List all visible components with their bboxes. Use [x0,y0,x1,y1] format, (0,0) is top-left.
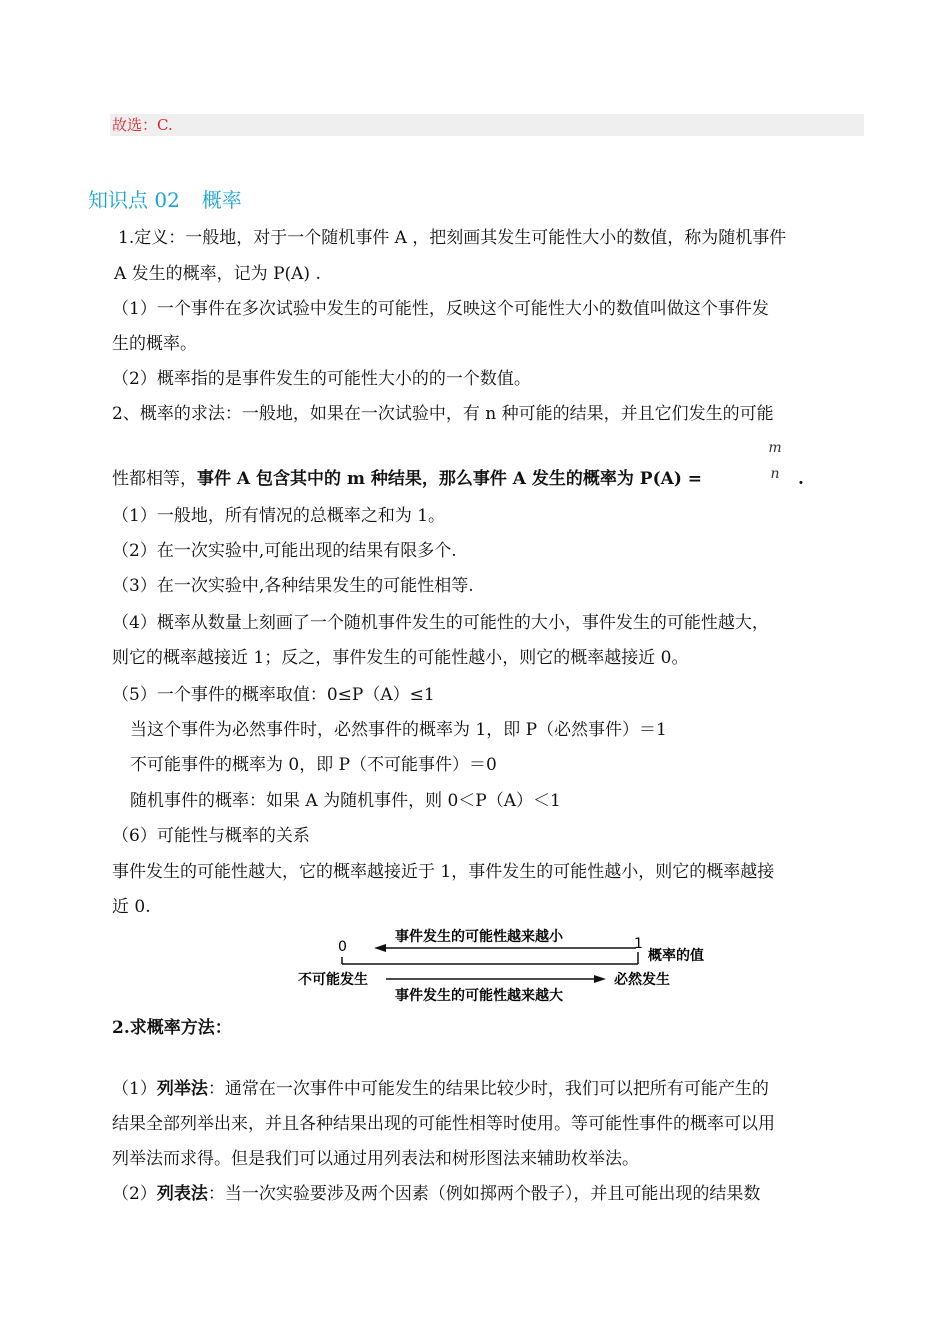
probability-scale-diagram [290,924,730,1008]
rule-4-line-2: 则它的概率越接近 1；反之，事件发生的可能性越小，则它的概率越接近 0。 [112,648,689,668]
heading-title: 概率 [201,188,242,212]
method-line-1: 2、概率的求法：一般地，如果在一次试验中，有 n 种可能的结果，并且它们发生的可能 [112,404,774,424]
table-method-line [112,1182,760,1206]
answer-text: 故选：C. [112,116,173,134]
rule-5-impossible: 不可能事件的概率为 0，即 P（不可能事件）＝0 [130,755,497,775]
certain-label: 必然发生 [614,972,670,988]
enumeration-term: 列举法 [156,1079,208,1099]
point-1-line-2: 生的概率。 [112,334,197,354]
enumeration-line-1 [112,1077,769,1101]
probability-value-label: 概率的值 [648,948,704,964]
rule-5-certain: 当这个事件为必然事件时，必然事件的概率为 1，即 P（必然事件）＝1 [130,720,667,740]
rule-5-random: 随机事件的概率：如果 A 为随机事件，则 0＜P（A）＜1 [130,791,561,811]
relation-line-2: 近 0. [112,897,151,917]
table-method-text: ：当一次实验要涉及两个因素（例如掷两个骰子），并且可能出现的结果数 [207,1184,761,1204]
rule-3: （3）在一次实验中,各种结果发生的可能性相等. [112,576,474,596]
fraction-numerator: m [768,440,782,456]
impossible-label: 不可能发生 [298,972,368,988]
enumeration-text: ：通常在一次事件中可能发生的结果比较少时，我们可以把所有可能产生的 [207,1079,769,1099]
relation-line-1: 事件发生的可能性越大，它的概率越接近于 1，事件发生的可能性越小，则它的概率越接 [112,862,775,882]
definition-line-1: 1.定义：一般地，对于一个随机事件 A ，把刻画其发生可能性大小的数值，称为随机事件 [118,228,787,248]
rule-4-line-1: （4）概率从数量上刻画了一个随机事件发生的可能性的大小，事件发生的可能性越大， [112,613,769,633]
enumeration-line-2: 结果全部列举出来，并且各种结果出现的可能性相等时使用。等可能性事件的概率可以用 [112,1114,775,1134]
rule-5: （5）一个事件的概率取值：0≤P（A）≤1 [112,685,435,705]
increasing-label: 事件发生的可能性越来越大 [395,988,563,1004]
rule-6: （6）可能性与概率的关系 [112,826,310,846]
rule-2: （2）在一次实验中,可能出现的结果有限多个. [112,541,457,561]
rule-1: （1）一般地，所有情况的总概率之和为 1。 [112,506,446,526]
scale-zero: 0 [338,939,347,955]
answer-highlight-bar [110,114,864,136]
enumeration-number: （1） [112,1079,157,1099]
method-line-2 [112,467,702,491]
definition-line-2: A 发生的概率，记为 P(A) . [114,264,321,284]
decreasing-arrowhead [374,944,386,952]
heading-prefix: 知识点 02 [88,188,180,212]
method-line-2-start: 性都相等， [112,469,197,489]
increasing-arrowhead [594,975,606,983]
section-heading [88,186,242,214]
method-line-2-bold: 事件 A 包含其中的 m 种结果，那么事件 A 发生的概率为 P(A) = [197,469,703,489]
point-1-line-1: （1）一个事件在多次试验中发生的可能性，反映这个可能性大小的数值叫做这个事件发 [112,299,769,319]
table-method-number: （2） [112,1184,157,1204]
decreasing-label: 事件发生的可能性越来越小 [395,929,563,945]
methods-heading: 2.求概率方法： [112,1018,232,1038]
point-2-line: （2）概率指的是事件发生的可能性大小的的一个数值。 [112,369,531,389]
fraction-denominator: n [770,466,780,482]
enumeration-line-3: 列举法而求得。但是我们可以通过用列表法和树形图法来辅助枚举法。 [112,1149,639,1169]
scale-one: 1 [634,936,643,952]
method-line-2-end: . [798,469,804,489]
table-method-term: 列表法 [156,1184,208,1204]
